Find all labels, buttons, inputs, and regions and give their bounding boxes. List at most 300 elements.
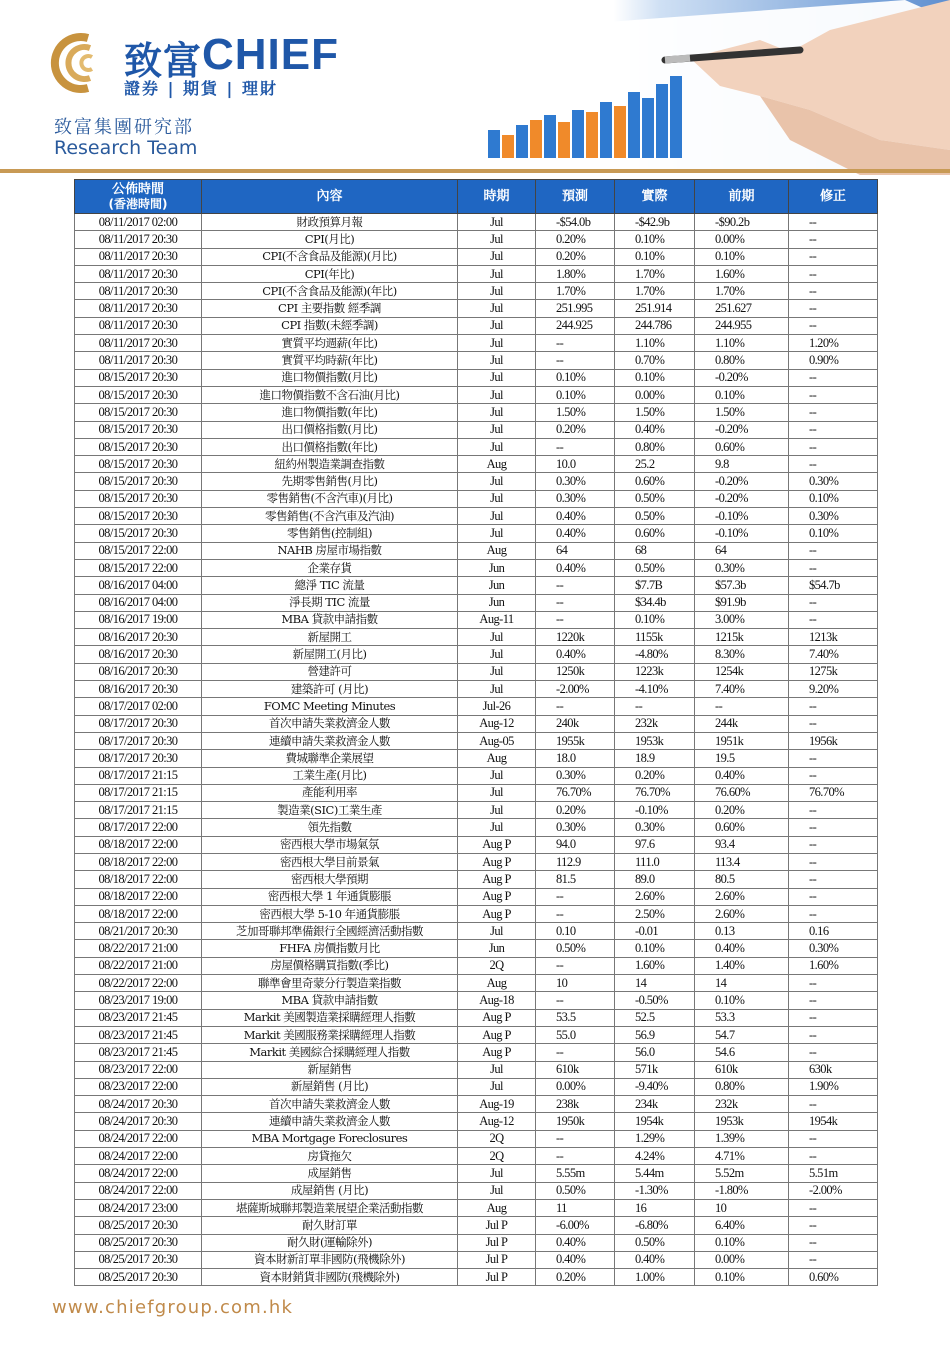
cell-revised: 9.20% xyxy=(789,681,878,698)
cell-content: 先期零售銷售(月比) xyxy=(202,473,458,490)
cell-revised: 5.51m xyxy=(789,1165,878,1182)
cell-time: 08/16/2017 20:30 xyxy=(75,629,202,646)
cell-time: 08/23/2017 21:45 xyxy=(75,1044,202,1061)
cell-forecast: 1.70% xyxy=(536,283,615,300)
cell-previous: 0.00% xyxy=(695,231,789,248)
table-row xyxy=(75,767,878,784)
cell-forecast: 0.20% xyxy=(536,802,615,819)
cell-revised: 1956k xyxy=(789,732,878,749)
table-row xyxy=(75,335,878,352)
cell-previous: 0.10% xyxy=(695,1234,789,1251)
cell-period: Jul xyxy=(458,663,536,680)
cell-previous: 2.60% xyxy=(695,888,789,905)
table-row xyxy=(75,802,878,819)
cell-forecast: 0.40% xyxy=(536,1251,615,1268)
cell-previous: -0.10% xyxy=(695,525,789,542)
cell-revised: $54.7b xyxy=(789,577,878,594)
table-row xyxy=(75,750,878,767)
cell-content: 密西根大學目前景氣 xyxy=(202,853,458,870)
cell-time: 08/24/2017 22:00 xyxy=(75,1182,202,1199)
cell-forecast: 5.55m xyxy=(536,1165,615,1182)
cell-forecast: 0.30% xyxy=(536,819,615,836)
cell-period: 2Q xyxy=(458,1148,536,1165)
cell-actual: 0.10% xyxy=(615,940,695,957)
cell-period: Jul xyxy=(458,404,536,421)
cell-revised: -- xyxy=(789,871,878,888)
cell-content: 實質平均週薪(年比) xyxy=(202,335,458,352)
table-row xyxy=(75,715,878,732)
cell-previous: 3.00% xyxy=(695,611,789,628)
cell-actual: 1155k xyxy=(615,629,695,646)
cell-forecast: -- xyxy=(536,1044,615,1061)
cell-time: 08/22/2017 21:00 xyxy=(75,957,202,974)
cell-previous: 1953k xyxy=(695,1113,789,1130)
cell-revised: 0.30% xyxy=(789,508,878,525)
cell-previous: -- xyxy=(695,698,789,715)
cell-period: Jul xyxy=(458,1078,536,1095)
cell-content: 出口價格指數(月比) xyxy=(202,421,458,438)
footer-website: www.chiefgroup.com.hk xyxy=(52,1297,294,1318)
cell-previous: 1215k xyxy=(695,629,789,646)
cell-previous: 244k xyxy=(695,715,789,732)
cell-forecast: -- xyxy=(536,905,615,922)
cell-previous: 8.30% xyxy=(695,646,789,663)
cell-content: 淨長期 TIC 流量 xyxy=(202,594,458,611)
cell-previous: 7.40% xyxy=(695,681,789,698)
cell-time: 08/15/2017 20:30 xyxy=(75,386,202,403)
cell-time: 08/16/2017 20:30 xyxy=(75,663,202,680)
cell-forecast: 0.10% xyxy=(536,369,615,386)
cell-time: 08/15/2017 20:30 xyxy=(75,473,202,490)
cell-actual: 89.0 xyxy=(615,871,695,888)
cell-revised: -- xyxy=(789,1234,878,1251)
cell-time: 08/23/2017 19:00 xyxy=(75,992,202,1009)
cell-time: 08/25/2017 20:30 xyxy=(75,1269,202,1286)
cell-previous: -0.20% xyxy=(695,421,789,438)
cell-actual: 1.10% xyxy=(615,335,695,352)
cell-time: 08/23/2017 22:00 xyxy=(75,1061,202,1078)
cell-revised: -- xyxy=(789,317,878,334)
cell-forecast: -- xyxy=(536,1130,615,1147)
cell-content: CPI(月比) xyxy=(202,231,458,248)
cell-previous: $91.9b xyxy=(695,594,789,611)
cell-time: 08/24/2017 22:00 xyxy=(75,1165,202,1182)
cell-content: 進口物價指數(月比) xyxy=(202,369,458,386)
cell-period: Aug xyxy=(458,1199,536,1216)
col-header-time xyxy=(75,180,202,214)
cell-actual: 1.70% xyxy=(615,283,695,300)
cell-period: Jul xyxy=(458,300,536,317)
cell-forecast: 1.50% xyxy=(536,404,615,421)
cell-time: 08/17/2017 20:30 xyxy=(75,715,202,732)
cell-period: Jul xyxy=(458,265,536,282)
cell-previous: 64 xyxy=(695,542,789,559)
cell-forecast: 0.30% xyxy=(536,473,615,490)
cell-content: 進口物價指數不含石油(月比) xyxy=(202,386,458,403)
cell-forecast: -6.00% xyxy=(536,1217,615,1234)
cell-time: 08/15/2017 20:30 xyxy=(75,404,202,421)
cell-forecast: 11 xyxy=(536,1199,615,1216)
cell-period: Aug-11 xyxy=(458,611,536,628)
cell-period: Aug P xyxy=(458,905,536,922)
col-header-forecast: 預測 xyxy=(536,180,615,214)
cell-previous: 1951k xyxy=(695,732,789,749)
cell-previous: 53.3 xyxy=(695,1009,789,1026)
cell-revised: -- xyxy=(789,421,878,438)
cell-forecast: 64 xyxy=(536,542,615,559)
table-row xyxy=(75,853,878,870)
cell-time: 08/24/2017 20:30 xyxy=(75,1113,202,1130)
cell-time: 08/17/2017 21:15 xyxy=(75,767,202,784)
cell-forecast: 244.925 xyxy=(536,317,615,334)
table-row xyxy=(75,629,878,646)
cell-content: 首次申請失業救濟金人數 xyxy=(202,715,458,732)
cell-time: 08/16/2017 20:30 xyxy=(75,646,202,663)
cell-time: 08/15/2017 22:00 xyxy=(75,559,202,576)
table-row xyxy=(75,248,878,265)
cell-forecast: -- xyxy=(536,577,615,594)
cell-period: Aug-19 xyxy=(458,1096,536,1113)
cell-previous: 1.10% xyxy=(695,335,789,352)
cell-period: 2Q xyxy=(458,957,536,974)
cell-revised: 0.10% xyxy=(789,490,878,507)
cell-previous: 0.10% xyxy=(695,992,789,1009)
cell-time: 08/11/2017 20:30 xyxy=(75,265,202,282)
cell-period: Aug xyxy=(458,456,536,473)
table-row xyxy=(75,819,878,836)
cell-forecast: -- xyxy=(536,957,615,974)
cell-previous: -0.20% xyxy=(695,369,789,386)
cell-actual: 2.60% xyxy=(615,888,695,905)
cell-forecast: 0.40% xyxy=(536,646,615,663)
cell-previous: 0.00% xyxy=(695,1251,789,1268)
table-row xyxy=(75,421,878,438)
cell-time: 08/15/2017 20:30 xyxy=(75,525,202,542)
cell-content: 出口價格指數(年比) xyxy=(202,438,458,455)
cell-period: Jul xyxy=(458,214,536,231)
cell-content: CPI(不含食品及能源)(年比) xyxy=(202,283,458,300)
cell-content: 成屋銷售 (月比) xyxy=(202,1182,458,1199)
cell-period: Jun xyxy=(458,577,536,594)
cell-time: 08/22/2017 21:00 xyxy=(75,940,202,957)
cell-content: 零售銷售(不含汽車)(月比) xyxy=(202,490,458,507)
cell-forecast: 0.40% xyxy=(536,508,615,525)
cell-previous: -1.80% xyxy=(695,1182,789,1199)
cell-time: 08/18/2017 22:00 xyxy=(75,888,202,905)
cell-revised: -- xyxy=(789,404,878,421)
cell-time: 08/15/2017 20:30 xyxy=(75,421,202,438)
cell-content: 資本財新訂單非國防(飛機除外) xyxy=(202,1251,458,1268)
table-row xyxy=(75,1182,878,1199)
cell-content: 產能利用率 xyxy=(202,784,458,801)
cell-period: Jul P xyxy=(458,1234,536,1251)
cell-period: Jul xyxy=(458,784,536,801)
col-header-time-label: 公佈時間 xyxy=(111,181,164,197)
cell-forecast: 112.9 xyxy=(536,853,615,870)
table-row xyxy=(75,1061,878,1078)
cell-revised: -- xyxy=(789,1026,878,1043)
cell-actual: 234k xyxy=(615,1096,695,1113)
col-header-period: 時期 xyxy=(458,180,536,214)
cell-actual: 244.786 xyxy=(615,317,695,334)
cell-forecast: 76.70% xyxy=(536,784,615,801)
cell-forecast: -- xyxy=(536,594,615,611)
cell-content: CPI(年比) xyxy=(202,265,458,282)
cell-previous: -0.10% xyxy=(695,508,789,525)
cell-period: Jul xyxy=(458,819,536,836)
cell-revised: -- xyxy=(789,1044,878,1061)
cell-forecast: 0.20% xyxy=(536,248,615,265)
cell-content: 工業生產(月比) xyxy=(202,767,458,784)
cell-actual: 0.30% xyxy=(615,819,695,836)
cell-revised: 0.16 xyxy=(789,923,878,940)
cell-content: 密西根大學市場氣氛 xyxy=(202,836,458,853)
cell-time: 08/25/2017 20:30 xyxy=(75,1251,202,1268)
cell-revised: -- xyxy=(789,1148,878,1165)
cell-actual: 76.70% xyxy=(615,784,695,801)
cell-actual: 18.9 xyxy=(615,750,695,767)
cell-period: Aug P xyxy=(458,1026,536,1043)
cell-forecast: 0.30% xyxy=(536,767,615,784)
cell-actual: 111.0 xyxy=(615,853,695,870)
cell-period: Aug xyxy=(458,542,536,559)
cell-forecast: 0.20% xyxy=(536,421,615,438)
cell-forecast: 10.0 xyxy=(536,456,615,473)
cell-actual: -1.30% xyxy=(615,1182,695,1199)
cell-revised: -- xyxy=(789,698,878,715)
table-row xyxy=(75,577,878,594)
table-row xyxy=(75,957,878,974)
cell-revised: 1.90% xyxy=(789,1078,878,1095)
cell-previous: 0.80% xyxy=(695,352,789,369)
cell-previous: 610k xyxy=(695,1061,789,1078)
cell-content: 房屋價格購買指數(季比) xyxy=(202,957,458,974)
cell-actual: 0.10% xyxy=(615,231,695,248)
cell-time: 08/23/2017 22:00 xyxy=(75,1078,202,1095)
table-row xyxy=(75,438,878,455)
cell-actual: 1.70% xyxy=(615,265,695,282)
cell-period: 2Q xyxy=(458,1130,536,1147)
cell-forecast: 1220k xyxy=(536,629,615,646)
cell-period: Aug P xyxy=(458,1009,536,1026)
cell-actual: -0.01 xyxy=(615,923,695,940)
table-row xyxy=(75,1234,878,1251)
cell-revised: -- xyxy=(789,992,878,1009)
cell-forecast: 0.20% xyxy=(536,1269,615,1286)
cell-actual: 5.44m xyxy=(615,1165,695,1182)
cell-previous: 244.955 xyxy=(695,317,789,334)
cell-forecast: 0.30% xyxy=(536,490,615,507)
table-row xyxy=(75,1199,878,1216)
cell-forecast: 1955k xyxy=(536,732,615,749)
cell-time: 08/11/2017 20:30 xyxy=(75,335,202,352)
cell-actual: 0.50% xyxy=(615,559,695,576)
cell-time: 08/11/2017 20:30 xyxy=(75,248,202,265)
cell-time: 08/11/2017 20:30 xyxy=(75,231,202,248)
cell-content: 領先指數 xyxy=(202,819,458,836)
cell-revised: -- xyxy=(789,386,878,403)
cell-time: 08/25/2017 20:30 xyxy=(75,1217,202,1234)
table-row xyxy=(75,732,878,749)
table-row xyxy=(75,1078,878,1095)
cell-period: Jul xyxy=(458,681,536,698)
cell-revised: -- xyxy=(789,611,878,628)
table-row xyxy=(75,265,878,282)
cell-previous: 1.70% xyxy=(695,283,789,300)
cell-actual: 0.10% xyxy=(615,248,695,265)
cell-revised: -- xyxy=(789,1130,878,1147)
table-row xyxy=(75,1009,878,1026)
cell-forecast: 1950k xyxy=(536,1113,615,1130)
cell-revised: -- xyxy=(789,767,878,784)
cell-actual: -4.80% xyxy=(615,646,695,663)
table-row xyxy=(75,594,878,611)
cell-revised: 0.60% xyxy=(789,1269,878,1286)
cell-time: 08/15/2017 20:30 xyxy=(75,490,202,507)
cell-time: 08/21/2017 20:30 xyxy=(75,923,202,940)
cell-time: 08/11/2017 20:30 xyxy=(75,300,202,317)
cell-period: Jul xyxy=(458,473,536,490)
cell-revised: -- xyxy=(789,905,878,922)
cell-content: 房貸拖欠 xyxy=(202,1148,458,1165)
cell-revised: 1213k xyxy=(789,629,878,646)
cell-previous: 1.50% xyxy=(695,404,789,421)
cell-revised: -- xyxy=(789,559,878,576)
cell-time: 08/25/2017 20:30 xyxy=(75,1234,202,1251)
cell-actual: 1.29% xyxy=(615,1130,695,1147)
cell-previous: 232k xyxy=(695,1096,789,1113)
cell-previous: 0.10% xyxy=(695,248,789,265)
cell-content: 耐久財訂單 xyxy=(202,1217,458,1234)
cell-time: 08/17/2017 20:30 xyxy=(75,750,202,767)
cell-revised: 1.20% xyxy=(789,335,878,352)
cell-time: 08/24/2017 20:30 xyxy=(75,1096,202,1113)
table-header-row xyxy=(75,180,878,214)
cell-actual: 56.9 xyxy=(615,1026,695,1043)
cell-actual: 52.5 xyxy=(615,1009,695,1026)
cell-period: Jul P xyxy=(458,1269,536,1286)
table-row xyxy=(75,923,878,940)
cell-time: 08/17/2017 21:15 xyxy=(75,802,202,819)
table-row xyxy=(75,784,878,801)
cell-revised: -- xyxy=(789,1217,878,1234)
cell-content: 費城聯準企業展望 xyxy=(202,750,458,767)
cell-actual: 1.00% xyxy=(615,1269,695,1286)
cell-revised: 0.10% xyxy=(789,525,878,542)
cell-actual: 0.80% xyxy=(615,438,695,455)
cell-time: 08/11/2017 20:30 xyxy=(75,317,202,334)
cell-forecast: 81.5 xyxy=(536,871,615,888)
cell-period: Jul xyxy=(458,231,536,248)
cell-period: Jul-26 xyxy=(458,698,536,715)
cell-period: Jul xyxy=(458,646,536,663)
table-row xyxy=(75,698,878,715)
table-row xyxy=(75,456,878,473)
table-row xyxy=(75,283,878,300)
cell-revised: -- xyxy=(789,369,878,386)
cell-revised: -- xyxy=(789,1096,878,1113)
cell-revised: 0.30% xyxy=(789,940,878,957)
cell-actual: 0.00% xyxy=(615,386,695,403)
cell-period: Aug P xyxy=(458,853,536,870)
table-row xyxy=(75,404,878,421)
cell-revised: -- xyxy=(789,1199,878,1216)
cell-time: 08/15/2017 20:30 xyxy=(75,369,202,386)
cell-actual: 0.70% xyxy=(615,352,695,369)
cell-actual: $7.7B xyxy=(615,577,695,594)
table-row xyxy=(75,231,878,248)
cell-period: Jul xyxy=(458,369,536,386)
cell-forecast: 0.40% xyxy=(536,525,615,542)
cell-forecast: 18.0 xyxy=(536,750,615,767)
cell-content: 紐約州製造業調查指數 xyxy=(202,456,458,473)
cell-revised: 1.60% xyxy=(789,957,878,974)
cell-forecast: 0.50% xyxy=(536,940,615,957)
table-row xyxy=(75,646,878,663)
cell-content: Markit 美國綜合採購經理人指數 xyxy=(202,1044,458,1061)
table-row xyxy=(75,559,878,576)
page-header xyxy=(0,0,950,175)
cell-content: 密西根大學 5-10 年通貨膨脹 xyxy=(202,905,458,922)
cell-time: 08/16/2017 19:00 xyxy=(75,611,202,628)
cell-content: FHFA 房價指數月比 xyxy=(202,940,458,957)
table-row xyxy=(75,1044,878,1061)
table-row xyxy=(75,1269,878,1286)
cell-time: 08/18/2017 22:00 xyxy=(75,836,202,853)
cell-period: Aug-18 xyxy=(458,992,536,1009)
cell-actual: $34.4b xyxy=(615,594,695,611)
cell-actual: -9.40% xyxy=(615,1078,695,1095)
cell-forecast: 55.0 xyxy=(536,1026,615,1043)
cell-content: MBA 貸款申請指數 xyxy=(202,611,458,628)
cell-revised: 0.90% xyxy=(789,352,878,369)
cell-time: 08/23/2017 21:45 xyxy=(75,1009,202,1026)
table-row xyxy=(75,905,878,922)
cell-actual: 0.10% xyxy=(615,369,695,386)
cell-previous: 1254k xyxy=(695,663,789,680)
cell-previous: 54.7 xyxy=(695,1026,789,1043)
cell-revised: 7.40% xyxy=(789,646,878,663)
cell-time: 08/23/2017 21:45 xyxy=(75,1026,202,1043)
cell-revised: -- xyxy=(789,888,878,905)
cell-forecast: -- xyxy=(536,611,615,628)
table-row xyxy=(75,1113,878,1130)
cell-previous: 1.39% xyxy=(695,1130,789,1147)
cell-content: MBA Mortgage Foreclosures xyxy=(202,1130,458,1147)
cell-forecast: 53.5 xyxy=(536,1009,615,1026)
cell-previous: 6.40% xyxy=(695,1217,789,1234)
cell-period: Jul xyxy=(458,923,536,940)
cell-actual: 0.50% xyxy=(615,490,695,507)
cell-period: Jul xyxy=(458,438,536,455)
cell-period: Jul xyxy=(458,421,536,438)
cell-content: 首次申請失業救濟金人數 xyxy=(202,1096,458,1113)
table-row xyxy=(75,611,878,628)
brand-name-cn: 致富 xyxy=(124,39,203,83)
cell-actual: -6.80% xyxy=(615,1217,695,1234)
cell-actual: 68 xyxy=(615,542,695,559)
cell-period: Jul xyxy=(458,767,536,784)
cell-previous: 251.627 xyxy=(695,300,789,317)
cell-content: 聯準會里奇蒙分行製造業指數 xyxy=(202,975,458,992)
table-row xyxy=(75,508,878,525)
cell-previous: 19.5 xyxy=(695,750,789,767)
table-row xyxy=(75,940,878,957)
table-row xyxy=(75,992,878,1009)
table-row xyxy=(75,352,878,369)
cell-forecast: -- xyxy=(536,1148,615,1165)
cell-forecast: 610k xyxy=(536,1061,615,1078)
